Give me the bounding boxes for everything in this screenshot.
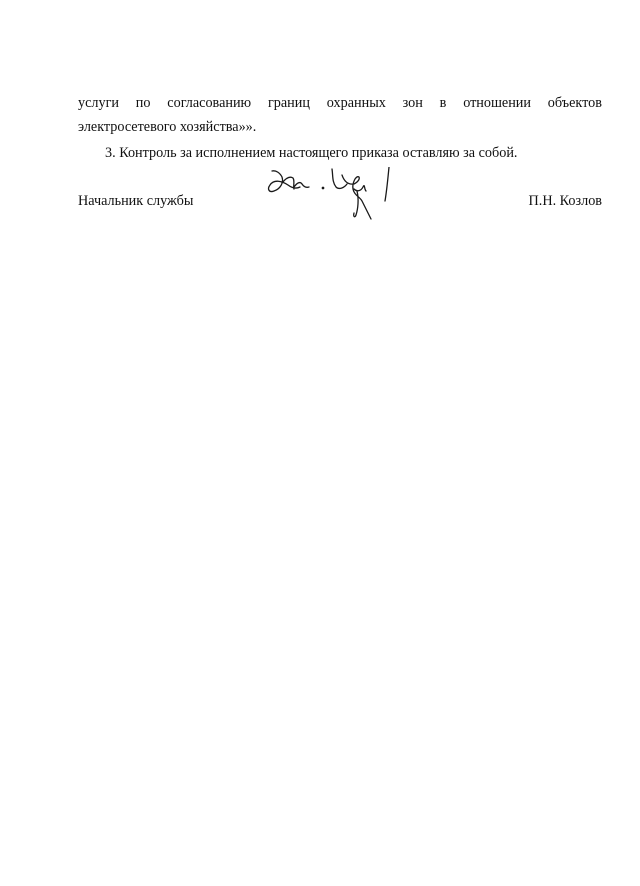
- word: согласованию: [167, 95, 252, 111]
- word: объектов: [547, 95, 602, 111]
- paragraph-2-line-1: [78, 91, 602, 115]
- word: отношении: [463, 95, 531, 111]
- word: зон: [402, 95, 423, 111]
- word: в: [439, 95, 447, 111]
- word: по: [135, 95, 151, 111]
- handwritten-signature: [266, 167, 402, 233]
- word: границ: [267, 95, 310, 111]
- signer-position: Начальник службы: [78, 193, 194, 209]
- word: охранных: [326, 95, 386, 111]
- signer-name: П.Н. Козлов: [528, 193, 602, 209]
- paragraph-2-line-2: электросетевого хозяйства»».: [78, 119, 257, 135]
- paragraph-3: 3. Контроль за исполнением настоящего приказа оставляю за собой.: [105, 145, 518, 161]
- signature-block: [78, 189, 602, 239]
- word: услуги: [78, 95, 119, 111]
- paragraph-2-continuation: [78, 91, 602, 139]
